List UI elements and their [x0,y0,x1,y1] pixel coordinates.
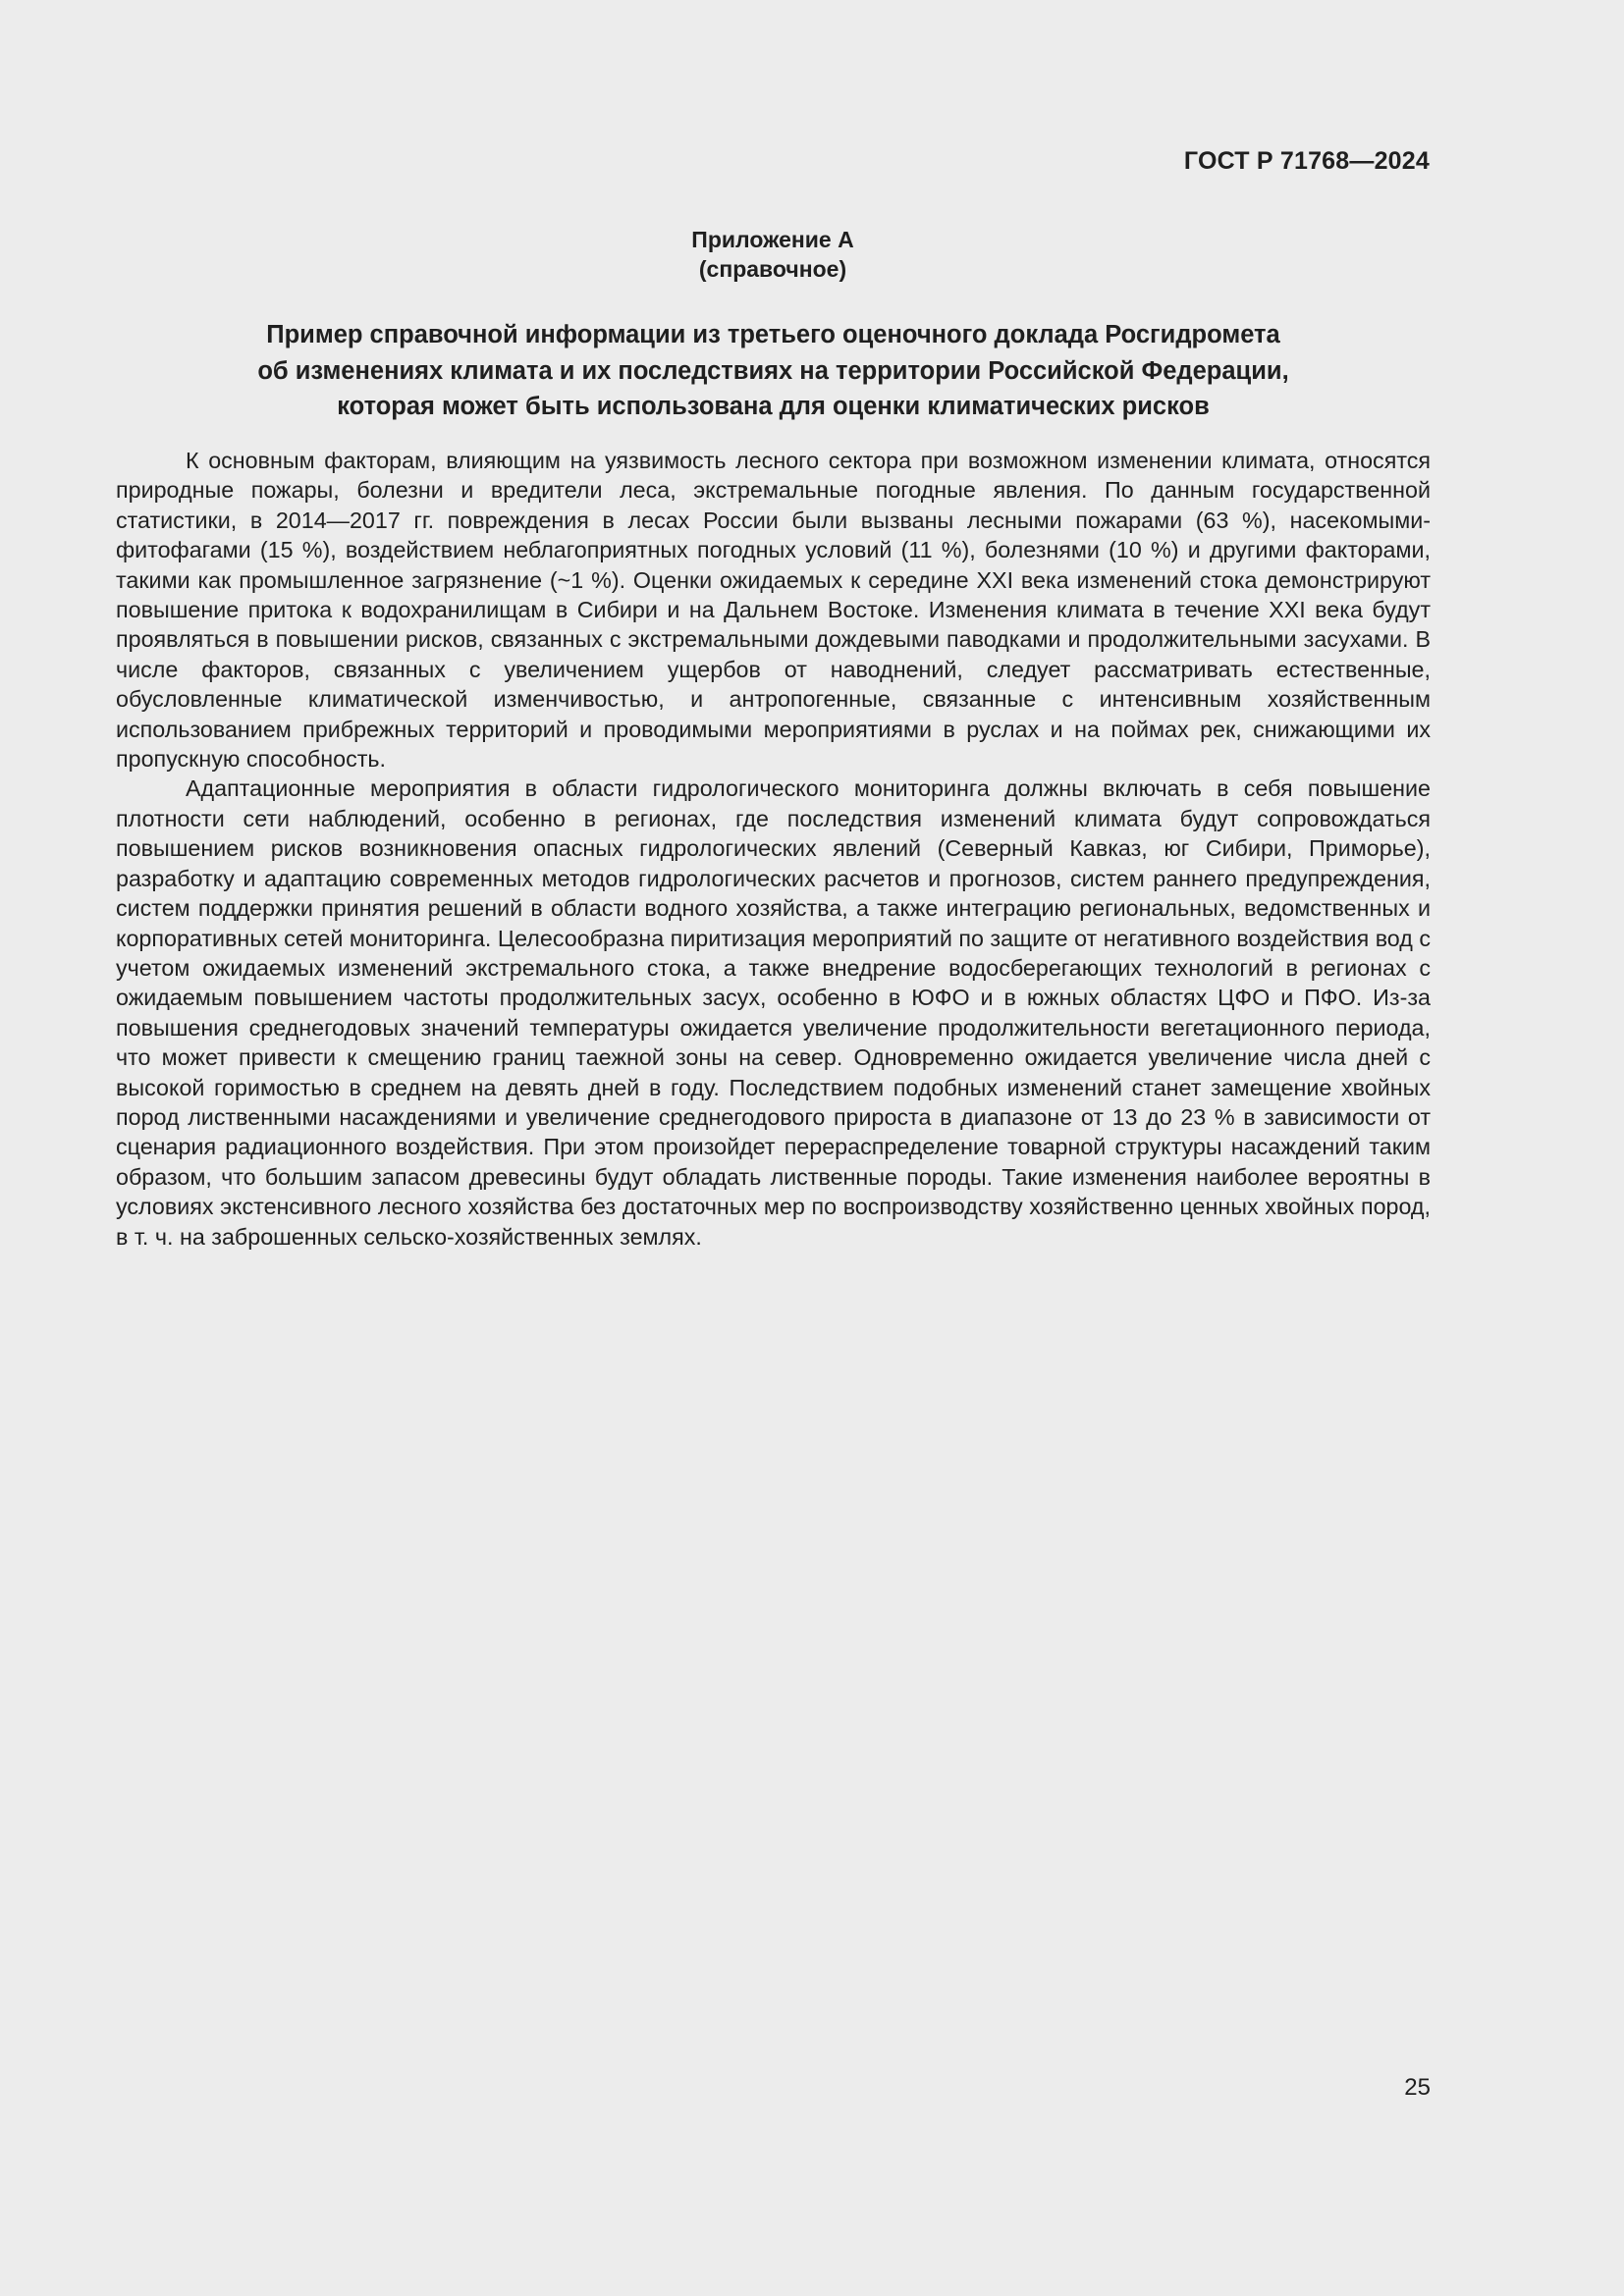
heading-line: Пример справочной информации из третьего оценочного доклада Росгидромета [266,321,1280,348]
page-number: 25 [1404,2074,1431,2101]
document-number: ГОСТ Р 71768—2024 [1183,147,1430,175]
section-heading [116,317,1431,425]
body-text [116,446,1431,1252]
paragraph: К основным факторам, влияющим на уязвимость лесного сектора при возможном изменении климата, относятся природные пожары, болезни и вредители леса, экстремальные погодные явления. По данным государственной статистики, в 2014—2017 гг. повреждения в лесах России были вызваны лесными пожарами (63 %), насекомыми-фитофагами (15 %), воздействием неблагоприятных погодных условий (11 %), болезнями (10 %) и другими факторами, такими как промышленное загрязнение (~1 %). Оценки ожидаемых к середине XXI века изменений стока демонстрируют повышение притока к водохранилищам в Сибири и на Дальнем Востоке. Изменения климата в течение XXI века будут проявляться в повышении рисков, связанных с экстремальными дождевыми паводками и продолжительными засухами. В числе факторов, связанных с увеличением ущербов от наводнений, следует рассматривать естественные, обусловленные климатической изменчивостью, и антропогенные, связанные с интенсивным хозяйственным использованием прибрежных территорий и проводимыми мероприятиями в руслах и на поймах рек, снижающими их пропускную способность. [116,448,1431,773]
paragraph: Адаптационные мероприятия в области гидрологического мониторинга должны включать в себя повышение плотности сети наблюдений, особенно в регионах, где последствия изменений климата будут сопровождаться повышением рисков возникновения опасных гидрологических явлений (Северный Кавказ, юг Сибири, Приморье), разработку и адаптацию современных методов гидрологических расчетов и прогнозов, систем раннего предупреждения, систем поддержки принятия решений в области водного хозяйства, а также интеграцию региональных, ведомственных и корпоративных сетей мониторинга. Целесообразна пиритизация мероприятий по защите от негативного воздействия вод с учетом ожидаемых изменений экстремального стока, а также внедрение водосберегающих технологий в регионах с ожидаемым повышением частоты продолжительных засух, особенно в ЮФО и в южных областях ЦФО и ПФО. Из-за повышения среднегодовых значений температуры ожидается увеличение продолжительности вегетационного периода, что может привести к смещению границ таежной зоны на север. Одновременно ожидается увеличение числа дней с высокой горимостью в среднем на девять дней в году. Последствием подобных изменений станет замещение хвойных пород лиственными насаждениями и увеличение среднегодового прироста в диапазоне от 13 до 23 % в зависимости от сценария радиационного воздействия. При этом произойдет перераспределение товарной структуры насаждений таким образом, что большим запасом древесины будут обладать лиственные породы. Такие изменения наиболее вероятны в условиях экстенсивного лесного хозяйства без достаточных мер по воспроизводству хозяйственно ценных хвойных пород, в т. ч. на заброшенных сельско-хозяйственных землях. [116,775,1431,1250]
appendix-type: (справочное) [698,256,847,282]
appendix-label [0,225,1545,284]
appendix-title: Приложение А [691,227,854,252]
heading-line: которая может быть использована для оценки климатических рисков [337,393,1210,420]
heading-line: об изменениях климата и их последствиях на территории Российской Федерации, [257,356,1289,385]
